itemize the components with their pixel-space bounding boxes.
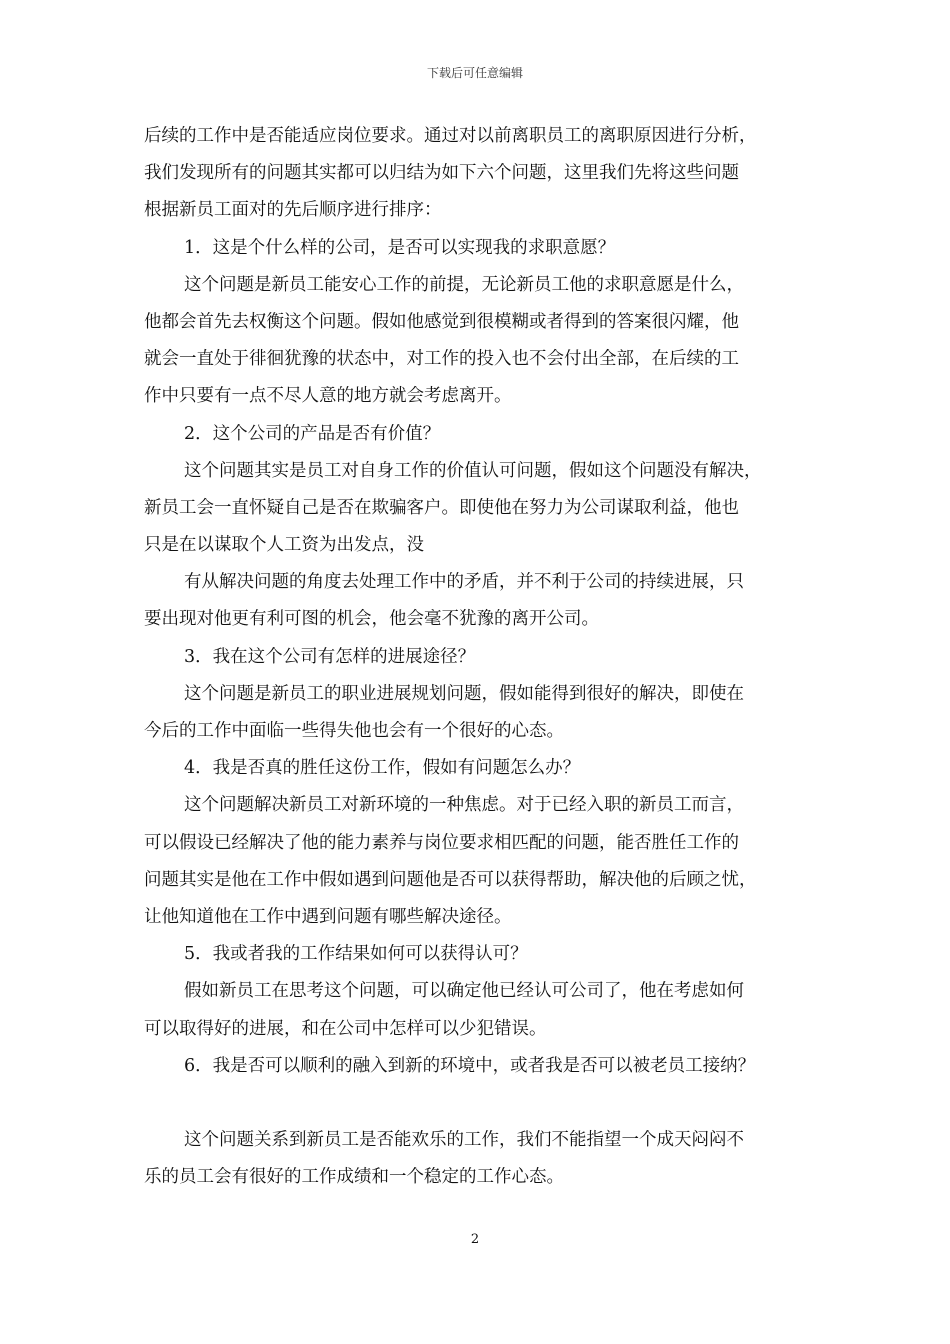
page-header: 下载后可任意编辑 — [426, 66, 523, 80]
paragraph-line: 他都会首先去权衡这个问题。假如他感觉到很模糊或者得到的答案很闪耀，他 — [144, 311, 739, 332]
paragraph-line: 这个问题关系到新员工是否能欢乐的工作，我们不能指望一个成天闷闷不 — [184, 1130, 744, 1151]
paragraph-line: 这个问题是新员工的职业进展规划问题，假如能得到很好的解决，即使在 — [184, 683, 744, 704]
paragraph-line: 作中只要有一点不尽人意的地方就会考虑离开。 — [144, 386, 512, 407]
paragraph-line: 假如新员工在思考这个问题，可以确定他已经认可公司了，他在考虑如何 — [184, 981, 744, 1002]
blank-line — [144, 1085, 810, 1122]
paragraph-line: 有从解决问题的角度去处理工作中的矛盾，并不利于公司的持续进展，只 — [184, 572, 744, 593]
paragraph-line: 这个问题解决新员工对新环境的一种焦虑。对于已经入职的新员工而言， — [184, 795, 744, 816]
paragraph-line: 我们发现所有的问题其实都可以归结为如下六个问题，这里我们先将这些问题 — [144, 163, 739, 184]
paragraph-line: 只是在以谋取个人工资为出发点，没 — [144, 535, 424, 556]
paragraph-line: 这个问题是新员工能安心工作的前提，无论新员工他的求职意愿是什么， — [184, 274, 744, 295]
question-heading-3: 3．我在这个公司有怎样的进展途径？ — [184, 646, 476, 667]
paragraph-line: 新员工会一直怀疑自己是否在欺骗客户。即使他在努力为公司谋取利益，他也 — [144, 497, 739, 518]
paragraph-line: 后续的工作中是否能适应岗位要求。通过对以前离职员工的离职原因进行分析， — [144, 126, 757, 146]
paragraph-line: 要出现对他更有利可图的机会，他会毫不犹豫的离开公司。 — [144, 609, 599, 630]
paragraph-line: 就会一直处于徘徊犹豫的状态中，对工作的投入也不会付出全部，在后续的工 — [144, 349, 739, 370]
paragraph-line: 根据新员工面对的先后顺序进行排序： — [144, 200, 442, 221]
paragraph-line: 可以取得好的进展，和在公司中怎样可以少犯错误。 — [144, 1018, 547, 1039]
paragraph-line: 问题其实是他在工作中假如遇到问题他是否可以获得帮助，解决他的后顾之忧， — [144, 869, 757, 890]
question-heading-4: 4．我是否真的胜任这份工作，假如有问题怎么办？ — [184, 758, 581, 779]
question-heading-5: 5．我或者我的工作结果如何可以获得认可？ — [184, 944, 528, 965]
question-heading-1: 1．这是个什么样的公司，是否可以实现我的求职意愿？ — [184, 237, 616, 258]
document-body — [144, 118, 810, 1196]
paragraph-line: 让他知道他在工作中遇到问题有哪些解决途径。 — [144, 906, 512, 927]
paragraph-line: 今后的工作中面临一些得失他也会有一个很好的心态。 — [144, 721, 564, 741]
paragraph-line: 乐的员工会有很好的工作成绩和一个稳定的工作心态。 — [144, 1167, 564, 1188]
paragraph-line: 这个问题其实是员工对自身工作的价值认可问题，假如这个问题没有解决， — [184, 460, 762, 481]
question-heading-2: 2．这个公司的产品是否有价值？ — [184, 423, 441, 444]
paragraph-line: 可以假设已经解决了他的能力素养与岗位要求相匹配的问题，能否胜任工作的 — [144, 832, 739, 853]
question-heading-6: 6．我是否可以顺利的融入到新的环境中，或者我是否可以被老员工接纳？ — [184, 1055, 756, 1076]
page-number: 2 — [470, 1232, 480, 1247]
